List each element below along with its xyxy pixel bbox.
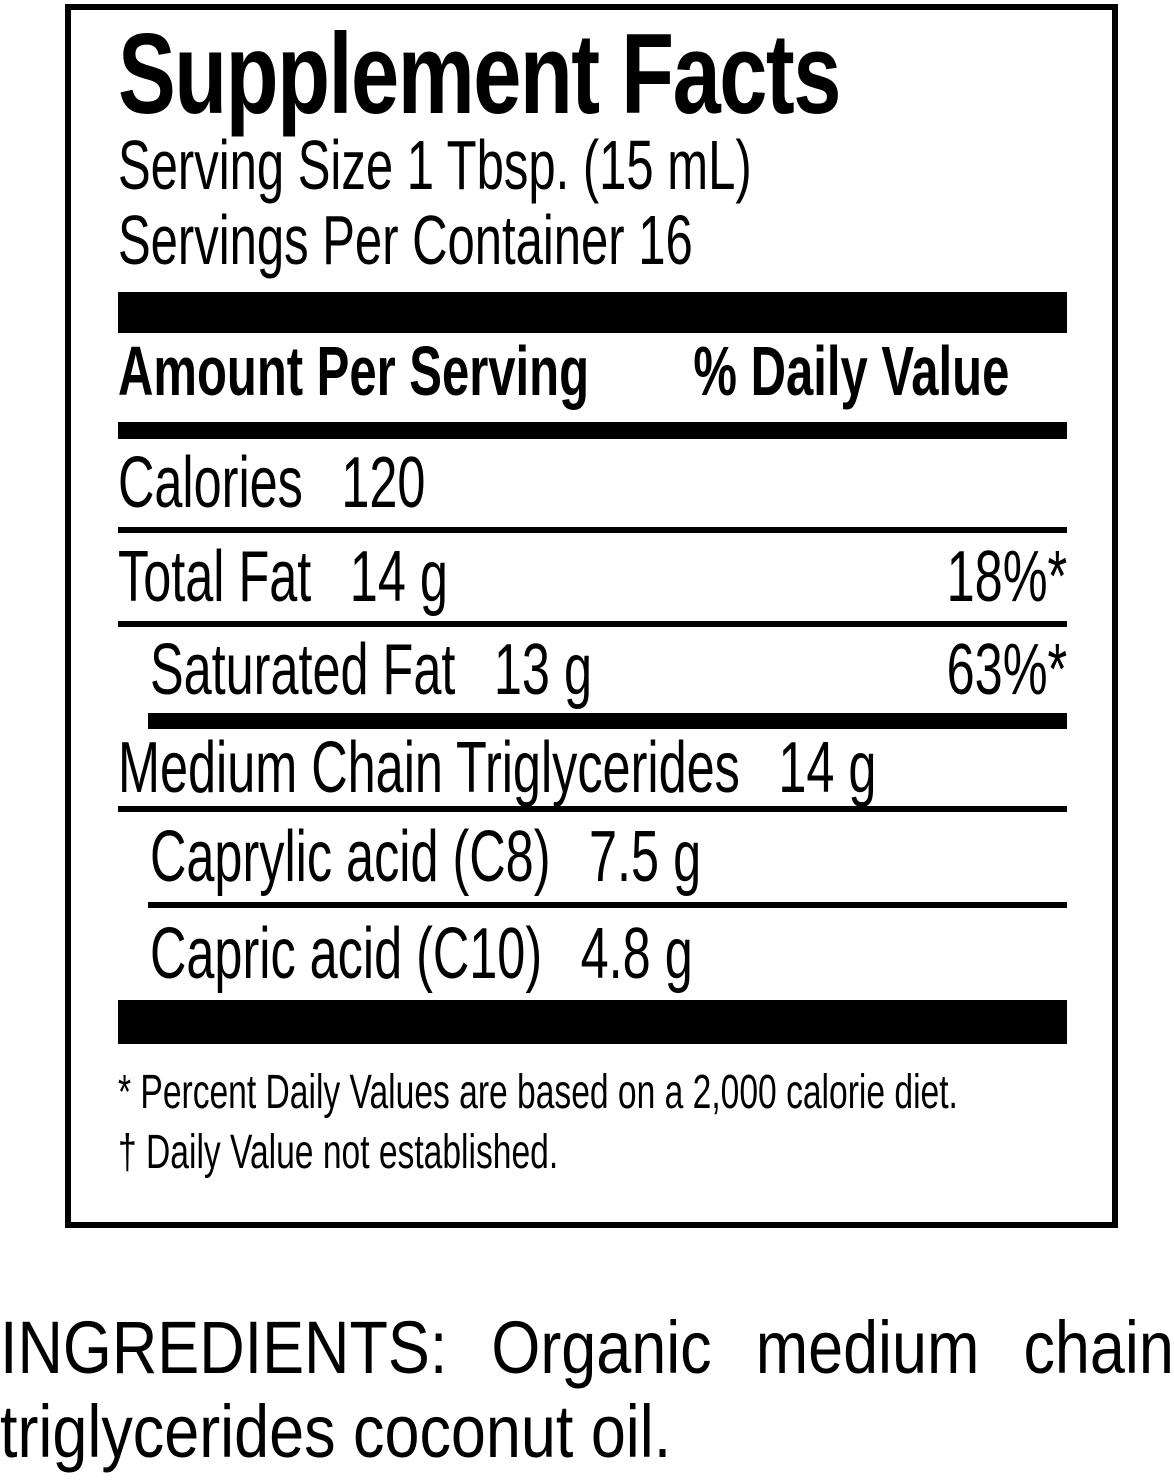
panel-title-text: Supplement Facts xyxy=(118,10,840,138)
nutrient-amount: 120 xyxy=(341,443,426,523)
panel-title xyxy=(118,10,1067,138)
nutrient-amount: 7.5 g xyxy=(588,817,702,897)
nutrient-row-total-fat xyxy=(118,533,1067,621)
daily-value-header: % Daily Value xyxy=(693,332,1009,410)
separator-medium-header xyxy=(118,422,1067,439)
nutrient-amount: 13 g xyxy=(493,630,592,710)
separator-thick-bottom xyxy=(118,1000,1067,1044)
nutrient-daily-value: 18%* xyxy=(946,537,1067,617)
nutrient-daily-value: 63%* xyxy=(946,630,1067,710)
nutrient-name: Total Fat xyxy=(118,537,312,617)
nutrient-name: Capric acid (C10) xyxy=(150,914,543,994)
servings-per-container-line: Servings Per Container 16 xyxy=(118,201,693,279)
nutrient-row-capric-acid xyxy=(118,908,1067,1000)
nutrient-amount: 14 g xyxy=(778,727,877,808)
separator-thick-top xyxy=(118,292,1067,333)
nutrient-amount: 4.8 g xyxy=(580,914,693,994)
nutrient-row-mct xyxy=(118,729,1067,806)
nutrient-name: Caprylic acid (C8) xyxy=(150,817,551,897)
nutrient-name: Medium Chain Triglycerides xyxy=(118,727,740,808)
nutrient-row-saturated-fat xyxy=(118,627,1067,713)
ingredients-paragraph xyxy=(0,1306,1174,1474)
column-header-row xyxy=(118,333,1067,409)
nutrient-row-calories xyxy=(118,439,1067,527)
amount-per-serving-header: Amount Per Serving xyxy=(118,332,590,410)
serving-size-line: Serving Size 1 Tbsp. (15 mL) xyxy=(118,126,752,204)
nutrient-name: Calories xyxy=(118,443,303,523)
ingredients-line-1: INGREDIENTS: Organic medium chain xyxy=(0,1306,1174,1389)
nutrient-row-caprylic-acid xyxy=(118,812,1067,902)
supplement-facts-panel xyxy=(65,4,1118,1228)
nutrient-amount: 14 g xyxy=(349,537,448,617)
nutrient-name: Saturated Fat xyxy=(150,630,456,710)
footnote-daily-values: * Percent Daily Values are based on a 2,000 calorie diet. xyxy=(118,1065,958,1119)
ingredients-line-2: triglycerides coconut oil. xyxy=(0,1390,672,1473)
footnote-dv-not-established: † Daily Value not established. xyxy=(118,1125,559,1179)
